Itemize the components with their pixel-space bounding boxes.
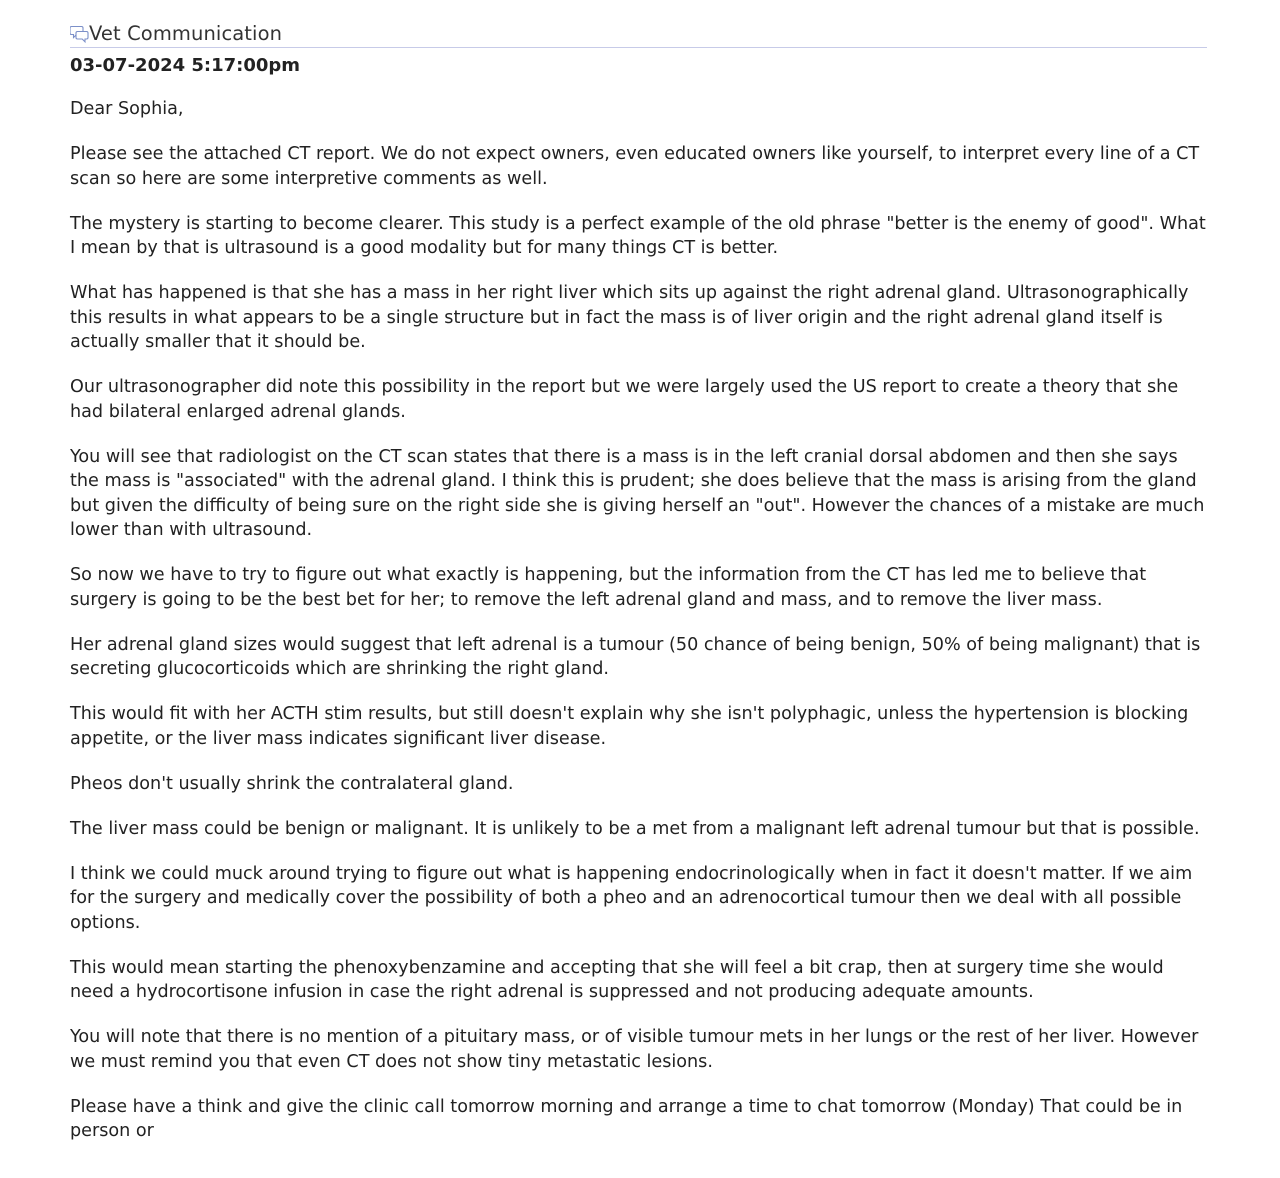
- message-timestamp: 03-07-2024 5:17:00pm: [70, 55, 301, 76]
- message-paragraph: I think we could muck around trying to figure out what is happening endocrinologically when in fact it doesn't matter. If we aim for the surgery and medically cover the possibility of both a pheo and an adrenocortical tumour then we deal with all possible options.: [70, 863, 1193, 933]
- message-paragraph: The mystery is starting to become clearer. This study is a perfect example of the old phrase "better is the enemy of good". What I mean by that is ultrasound is a good modality but for many things CT is better.: [70, 213, 1206, 258]
- message-paragraph: What has happened is that she has a mass in her right liver which sits up against the right adrenal gland. Ultrasonographically this results in what appears to be a single structure but in fact the mass is of liver origin and the right adrenal gland itself is actually smaller that it should be.: [70, 283, 1189, 352]
- message-paragraph: So now we have to try to figure out what exactly is happening, but the information from the CT has led me to believe that surgery is going to be the best bet for her; to remove the left adrenal gland and mass, and to remove the liver mass.: [70, 565, 1147, 610]
- section-header: [70, 20, 1207, 48]
- chat-bubbles-icon: [70, 23, 89, 45]
- message-body: [70, 97, 1210, 1164]
- message-paragraph: Her adrenal gland sizes would suggest that left adrenal is a tumour (50 chance of being benign, 50% of being malignant) that is secreting glucocorticoids which are shrinking the right gland.: [70, 634, 1201, 679]
- message-paragraph: Please have a think and give the clinic call tomorrow morning and arrange a time to chat tomorrow (Monday) That could be in person or: [70, 1096, 1183, 1141]
- message-paragraph: Our ultrasonographer did note this possibility in the report but we were largely used the US report to create a theory that she had bilateral enlarged adrenal glands.: [70, 377, 1179, 422]
- message-paragraph: This would fit with her ACTH stim results, but still doesn't explain why she isn't polyphagic, unless the hypertension is blocking appetite, or the liver mass indicates significant liver disease.: [70, 704, 1189, 749]
- message-greeting: Dear Sophia,: [70, 99, 184, 119]
- message-paragraph: You will see that radiologist on the CT scan states that there is a mass is in the left cranial dorsal abdomen and then she says the mass is "associated" with the adrenal gland. I think this is prudent; she does believe that the mass is arising from the gland but given the difficulty of being sure on the right side she is giving herself an "out". However the chances of a mistake are much lower than with ultrasound.: [70, 446, 1205, 540]
- message-paragraph: This would mean starting the phenoxybenzamine and accepting that she will feel a bit crap, then at surgery time she would need a hydrocortisone infusion in case the right adrenal is suppressed and not producing adequate amounts.: [70, 957, 1164, 1002]
- message-paragraph: Pheos don't usually shrink the contralateral gland.: [70, 773, 514, 794]
- message-paragraph: You will note that there is no mention of a pituitary mass, or of visible tumour mets in her lungs or the rest of her liver. However we must remind you that even CT does not show tiny metastatic lesions.: [70, 1027, 1199, 1072]
- section-title: Vet Communication: [89, 22, 283, 45]
- message-paragraph: The liver mass could be benign or malignant. It is unlikely to be a met from a malignant left adrenal tumour but that is possible.: [70, 818, 1200, 839]
- message-paragraph: Please see the attached CT report. We do not expect owners, even educated owners like yourself, to interpret every line of a CT scan so here are some interpretive comments as well.: [70, 144, 1200, 189]
